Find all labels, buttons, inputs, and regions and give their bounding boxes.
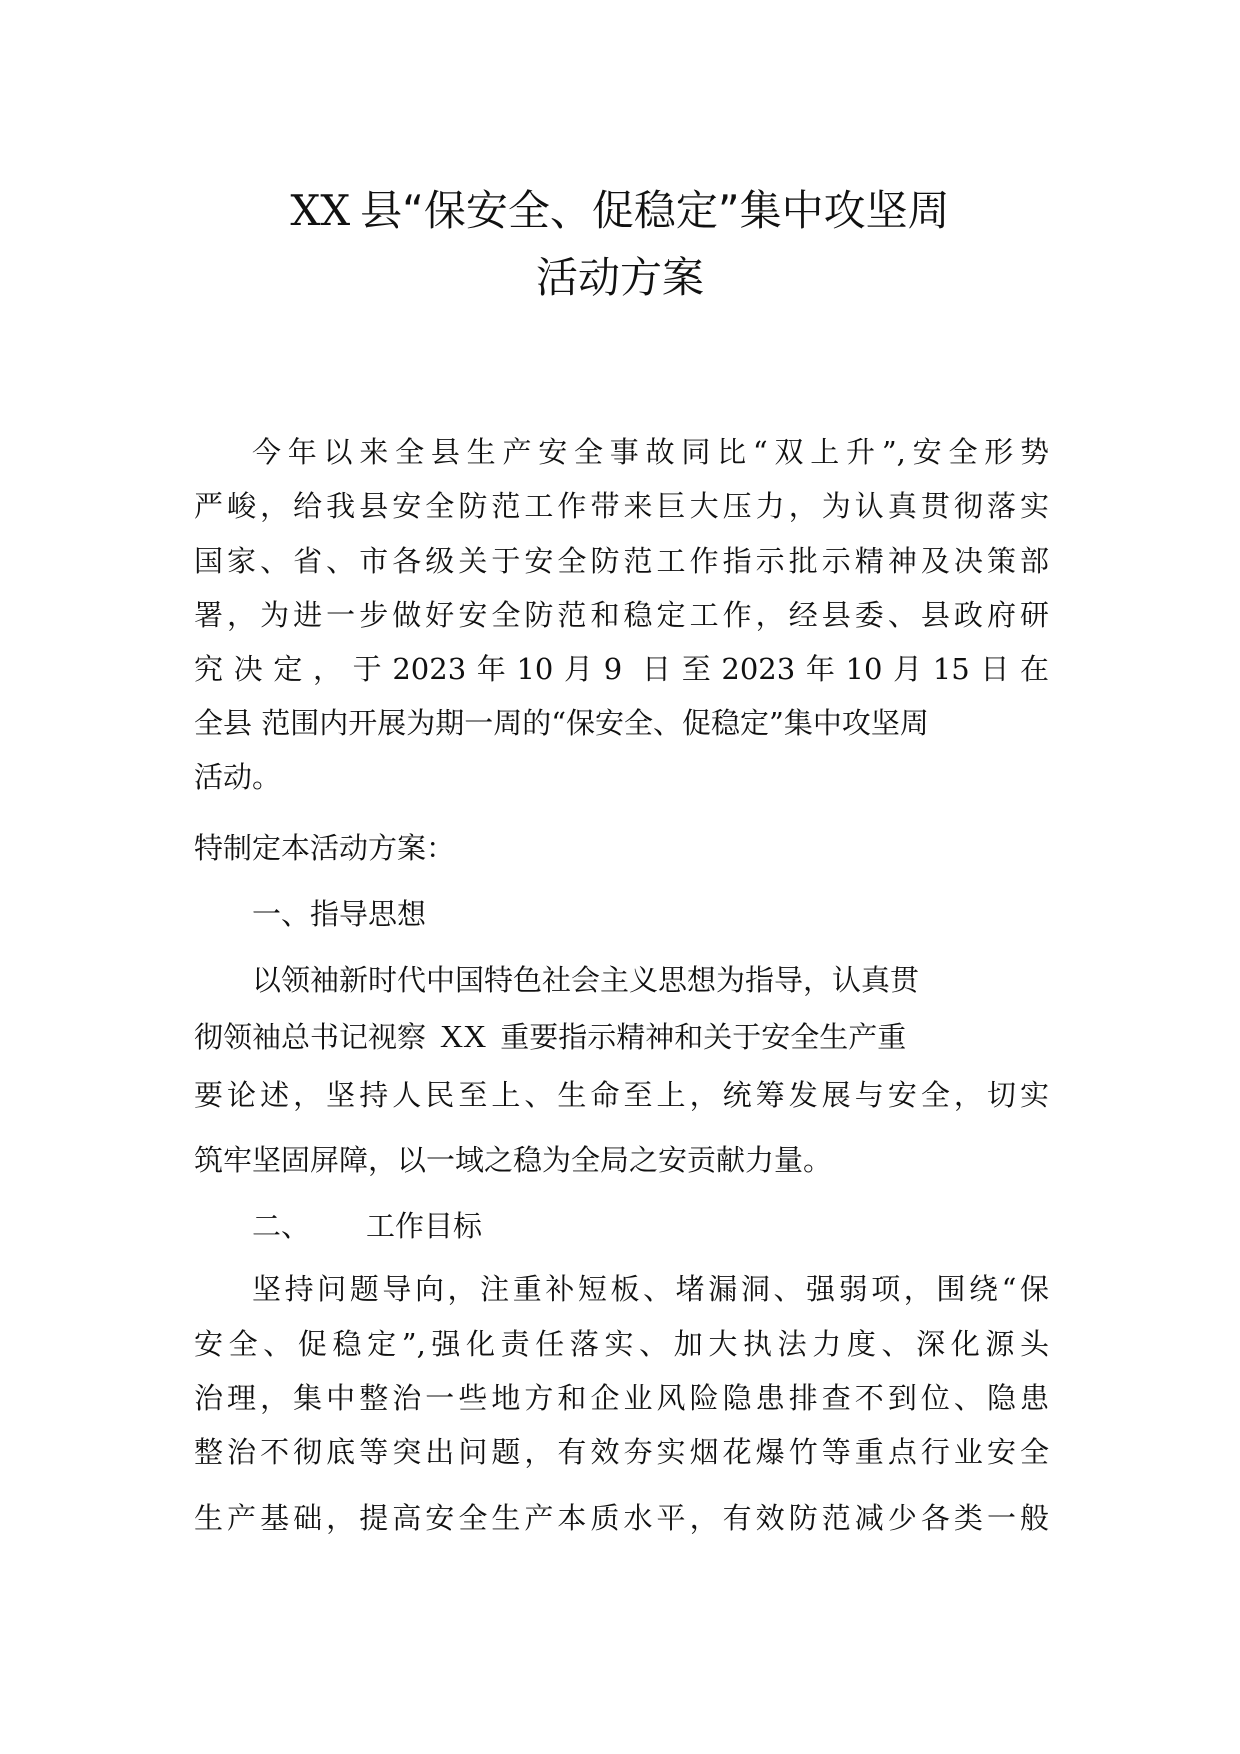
section-1-line-1: 以领袖新时代中国特色社会主义思想为指导，认真贯 — [252, 963, 920, 997]
scheme-line: 特制定本活动方案： — [194, 831, 456, 865]
section-2-heading — [252, 1206, 482, 1246]
section-2-line-2: 安全、促稳定”,强化责任落实、加大执法力度、深化源头 — [194, 1327, 1049, 1361]
intro-line-5: 究决定，于2023年10月9 日至2023年10月15日在 — [194, 652, 1049, 686]
section-1-line-2-a: 彻领袖总书记视察 — [194, 1020, 427, 1054]
section-2-number: 二、 — [252, 1209, 311, 1243]
section-1-line-3: 要论述，坚持人民至上、生命至上，统筹发展与安全，切实 — [194, 1078, 1049, 1112]
section-1-line-2 — [194, 1016, 906, 1057]
section-2-title: 工作目标 — [366, 1209, 483, 1243]
intro-line-1: 今年以来全县生产安全事故同比“双上升”,安全形势 — [252, 435, 1049, 469]
section-1-xx: XX — [440, 1018, 487, 1054]
intro-line-7: 活动。 — [194, 760, 282, 794]
intro-line-2: 严峻，给我县安全防范工作带来巨大压力，为认真贯彻落实 — [194, 489, 1049, 523]
document-title-line-1 — [120, 183, 1120, 239]
section-2-line-4: 整治不彻底等突出问题，有效夯实烟花爆竹等重点行业安全 — [194, 1435, 1049, 1469]
intro-line-6: 全县 范围内开展为期一周的“保安全、促稳定”集中攻坚周 — [194, 706, 929, 740]
title-xx: XX — [290, 186, 351, 235]
section-2-line-5: 生产基础，提高安全生产本质水平，有效防范减少各类一般 — [194, 1501, 1049, 1535]
section-1-line-2-b: 重要指示精神和关于安全生产重 — [500, 1020, 907, 1054]
intro-line-3: 国家、省、市各级关于安全防范工作指示批示精神及决策部 — [194, 544, 1049, 578]
section-2-line-3: 治理，集中整治一些地方和企业风险隐患排查不到位、隐患 — [194, 1381, 1049, 1415]
document-title-line-2: 活动方案 — [535, 253, 704, 302]
title-line-1-text: 县“保安全、促稳定”集中攻坚周 — [360, 186, 950, 235]
section-2-line-1: 坚持问题导向，注重补短板、堵漏洞、强弱项，围绕“保 — [252, 1272, 1049, 1306]
section-1-line-4: 筑牢坚固屏障，以一域之稳为全局之安贡献力量。 — [194, 1143, 833, 1177]
section-1-heading: 一、指导思想 — [252, 897, 427, 931]
intro-line-4: 署，为进一步做好安全防范和稳定工作，经县委、县政府研 — [194, 598, 1049, 632]
